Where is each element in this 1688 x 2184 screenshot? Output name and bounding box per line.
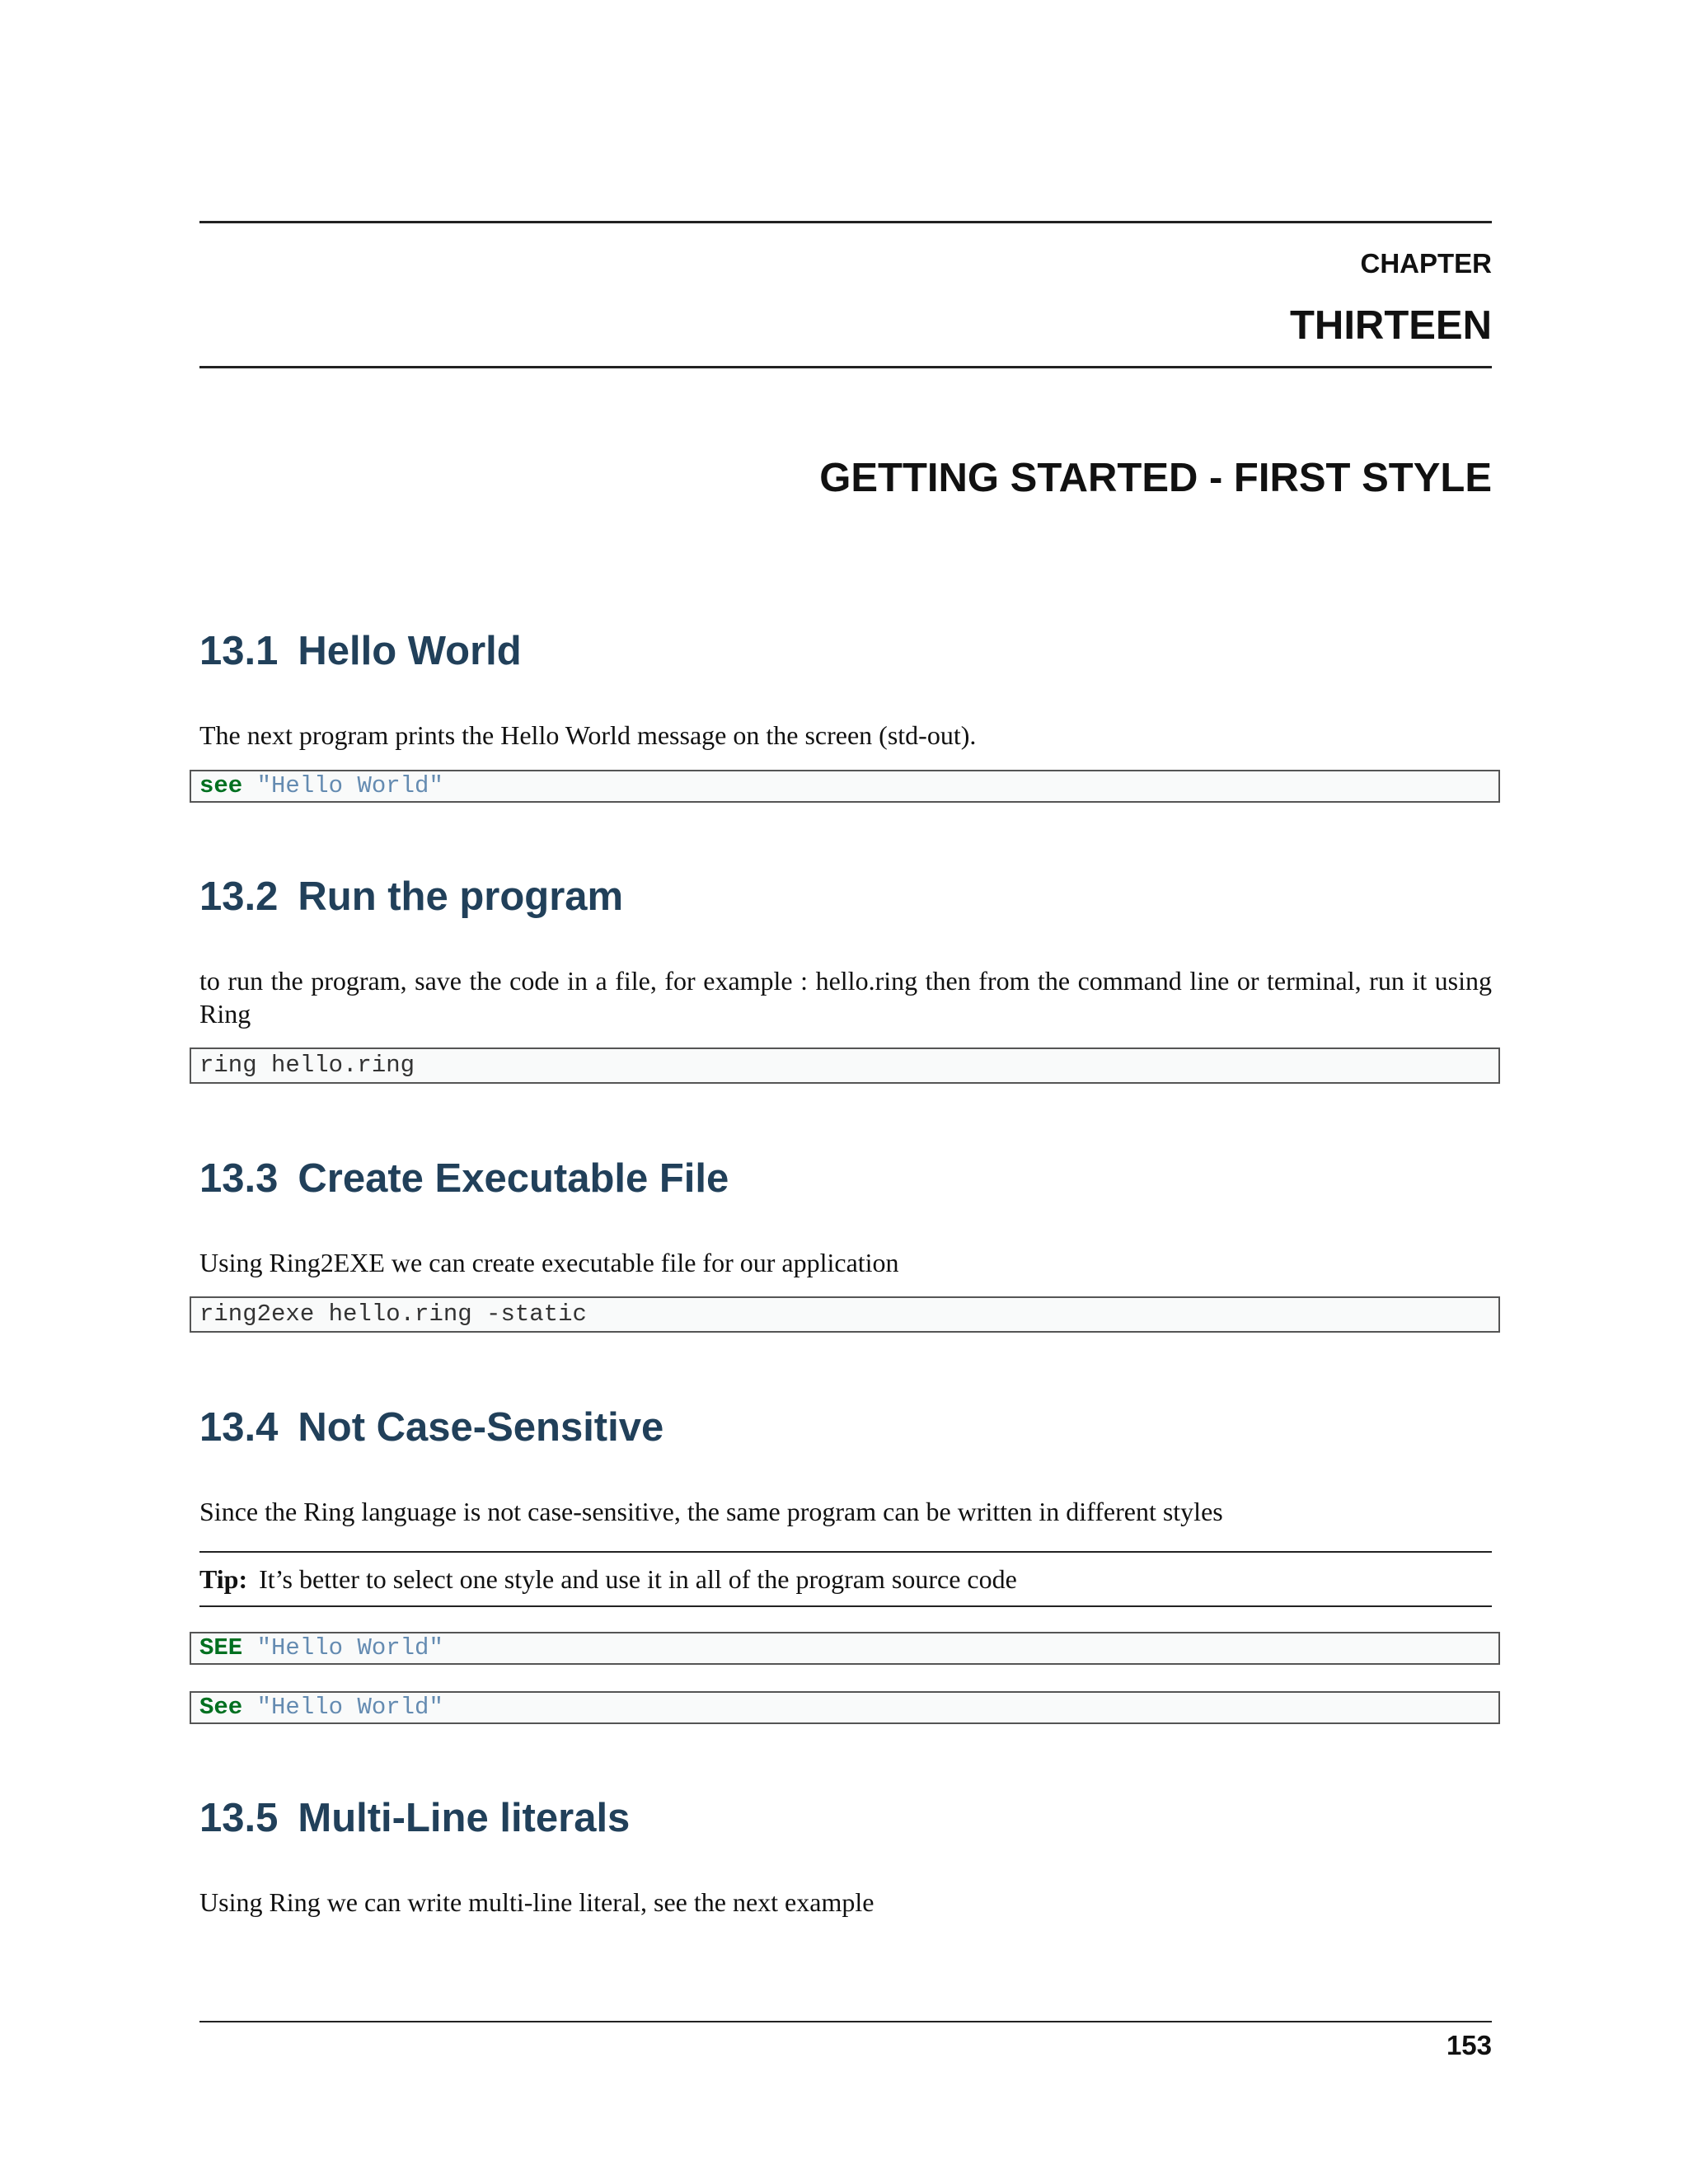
chapter-number: THIRTEEN	[1290, 303, 1492, 348]
section-title: Not Case-Sensitive	[298, 1405, 664, 1450]
chapter-top-rule	[199, 221, 1492, 223]
chapter-title: GETTING STARTED - FIRST STYLE	[819, 456, 1492, 500]
section-heading-not-case-sensitive	[199, 1403, 663, 1452]
paragraph-run-the-program: to run the program, save the code in a file, for example : hello.ring then from the command line or terminal, run it using Ring	[199, 966, 1492, 1029]
code-block-upper-case	[190, 1632, 1500, 1665]
section-number: 13.5	[199, 1796, 279, 1840]
section-number: 13.2	[199, 874, 279, 919]
code-keyword: See	[199, 1694, 243, 1721]
section-title: Multi-Line literals	[298, 1796, 631, 1840]
code-string: "Hello World"	[256, 1634, 443, 1661]
tip-bottom-rule	[199, 1605, 1492, 1607]
section-title: Hello World	[298, 629, 522, 673]
paragraph-hello-world: The next program prints the Hello World message on the screen (std-out).	[199, 720, 977, 750]
code-keyword: see	[199, 772, 243, 799]
code-block-hello-world	[190, 770, 1500, 803]
code-block-run-the-program: ring hello.ring	[190, 1047, 1500, 1084]
code-keyword: SEE	[199, 1634, 243, 1661]
section-heading-hello-world	[199, 626, 522, 676]
code-block-title-case	[190, 1691, 1500, 1724]
chapter-bottom-rule	[199, 366, 1492, 368]
paragraph-multi-line-literals: Using Ring we can write multi-line literal, see the next example	[199, 1887, 874, 1917]
section-number: 13.4	[199, 1405, 279, 1450]
footer-rule	[199, 2021, 1492, 2022]
section-heading-create-executable-file	[199, 1154, 729, 1203]
tip-label: Tip:	[199, 1564, 248, 1594]
document-page	[199, 0, 1492, 2184]
code-string: "Hello World"	[256, 1694, 443, 1721]
code-block-create-executable-file: ring2exe hello.ring -static	[190, 1296, 1500, 1333]
tip-text: It’s better to select one style and use it in all of the program source code	[259, 1564, 1017, 1594]
tip-admonition	[199, 1563, 1017, 1596]
page-number: 153	[1446, 2030, 1492, 2060]
paragraph-not-case-sensitive: Since the Ring language is not case-sensitive, the same program can be written in different styles	[199, 1497, 1223, 1526]
section-title: Create Executable File	[298, 1156, 729, 1201]
section-number: 13.3	[199, 1156, 279, 1201]
section-heading-run-the-program	[199, 872, 623, 921]
tip-top-rule	[199, 1551, 1492, 1553]
section-title: Run the program	[298, 874, 624, 919]
chapter-label: CHAPTER	[1360, 248, 1492, 279]
paragraph-create-executable-file: Using Ring2EXE we can create executable file for our application	[199, 1248, 899, 1277]
section-heading-multi-line-literals	[199, 1793, 630, 1843]
section-number: 13.1	[199, 629, 279, 673]
code-string: "Hello World"	[256, 772, 443, 799]
